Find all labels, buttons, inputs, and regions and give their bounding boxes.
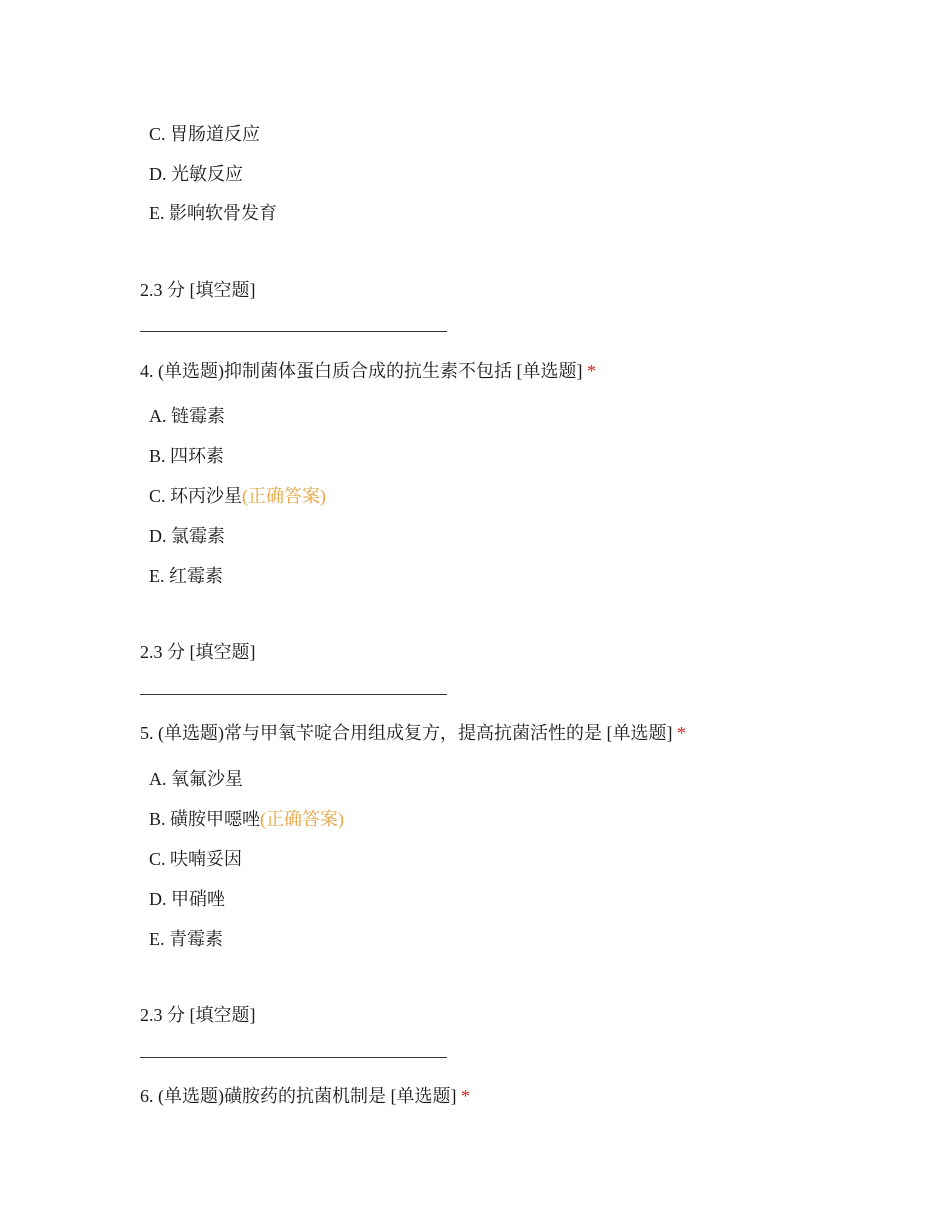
- q3-option-e[interactable]: [149, 201, 277, 225]
- option-label: C. 呋喃妥因: [149, 849, 243, 869]
- required-mark: *: [586, 361, 596, 381]
- fill-blank-line[interactable]: [140, 331, 447, 332]
- required-mark: *: [676, 723, 686, 743]
- q4-option-b[interactable]: [149, 444, 224, 468]
- score-label: 2.3 分 [填空题]: [140, 1005, 256, 1025]
- question-text: 4. (单选题)抑制菌体蛋白质合成的抗生素不包括 [单选题]: [140, 361, 583, 381]
- question-text: 5. (单选题)常与甲氧苄啶合用组成复方，提高抗菌活性的是 [单选题]: [140, 723, 673, 743]
- option-label: C. 环丙沙星: [149, 486, 243, 506]
- fill-blank-line[interactable]: [140, 694, 447, 695]
- correct-answer-tag: (正确答案): [242, 486, 327, 506]
- q3-option-d[interactable]: [149, 162, 243, 186]
- fill-blank-line[interactable]: [140, 1057, 447, 1058]
- q4-option-d[interactable]: [149, 524, 225, 548]
- q5-option-a[interactable]: [149, 767, 243, 791]
- score-label: 2.3 分 [填空题]: [140, 642, 256, 662]
- q4-option-e[interactable]: [149, 564, 223, 588]
- score-label: 2.3 分 [填空题]: [140, 280, 256, 300]
- correct-answer-tag: (正确答案): [260, 809, 345, 829]
- option-label: B. 磺胺甲噁唑: [149, 809, 261, 829]
- question-text: 6. (单选题)磺胺药的抗菌机制是 [单选题]: [140, 1086, 457, 1106]
- option-label: E. 影响软骨发育: [149, 203, 277, 223]
- option-label: D. 氯霉素: [149, 526, 225, 546]
- option-label: A. 链霉素: [149, 406, 225, 426]
- required-mark: *: [460, 1086, 470, 1106]
- q4-option-a[interactable]: [149, 404, 225, 428]
- q4-title: [140, 359, 596, 383]
- option-label: C. 胃肠道反应: [149, 124, 261, 144]
- option-label: E. 青霉素: [149, 929, 223, 949]
- q5-option-d[interactable]: [149, 887, 225, 911]
- q4-option-c[interactable]: [149, 484, 326, 508]
- option-label: B. 四环素: [149, 446, 225, 466]
- q3-option-c[interactable]: [149, 122, 260, 146]
- option-label: A. 氧氟沙星: [149, 769, 243, 789]
- option-label: D. 甲硝唑: [149, 889, 225, 909]
- q5-option-b[interactable]: [149, 807, 344, 831]
- q5-option-c[interactable]: [149, 847, 242, 871]
- option-label: D. 光敏反应: [149, 164, 243, 184]
- q5-option-e[interactable]: [149, 927, 223, 951]
- q6-title: [140, 1084, 470, 1108]
- q5-title: [140, 721, 686, 745]
- option-label: E. 红霉素: [149, 566, 223, 586]
